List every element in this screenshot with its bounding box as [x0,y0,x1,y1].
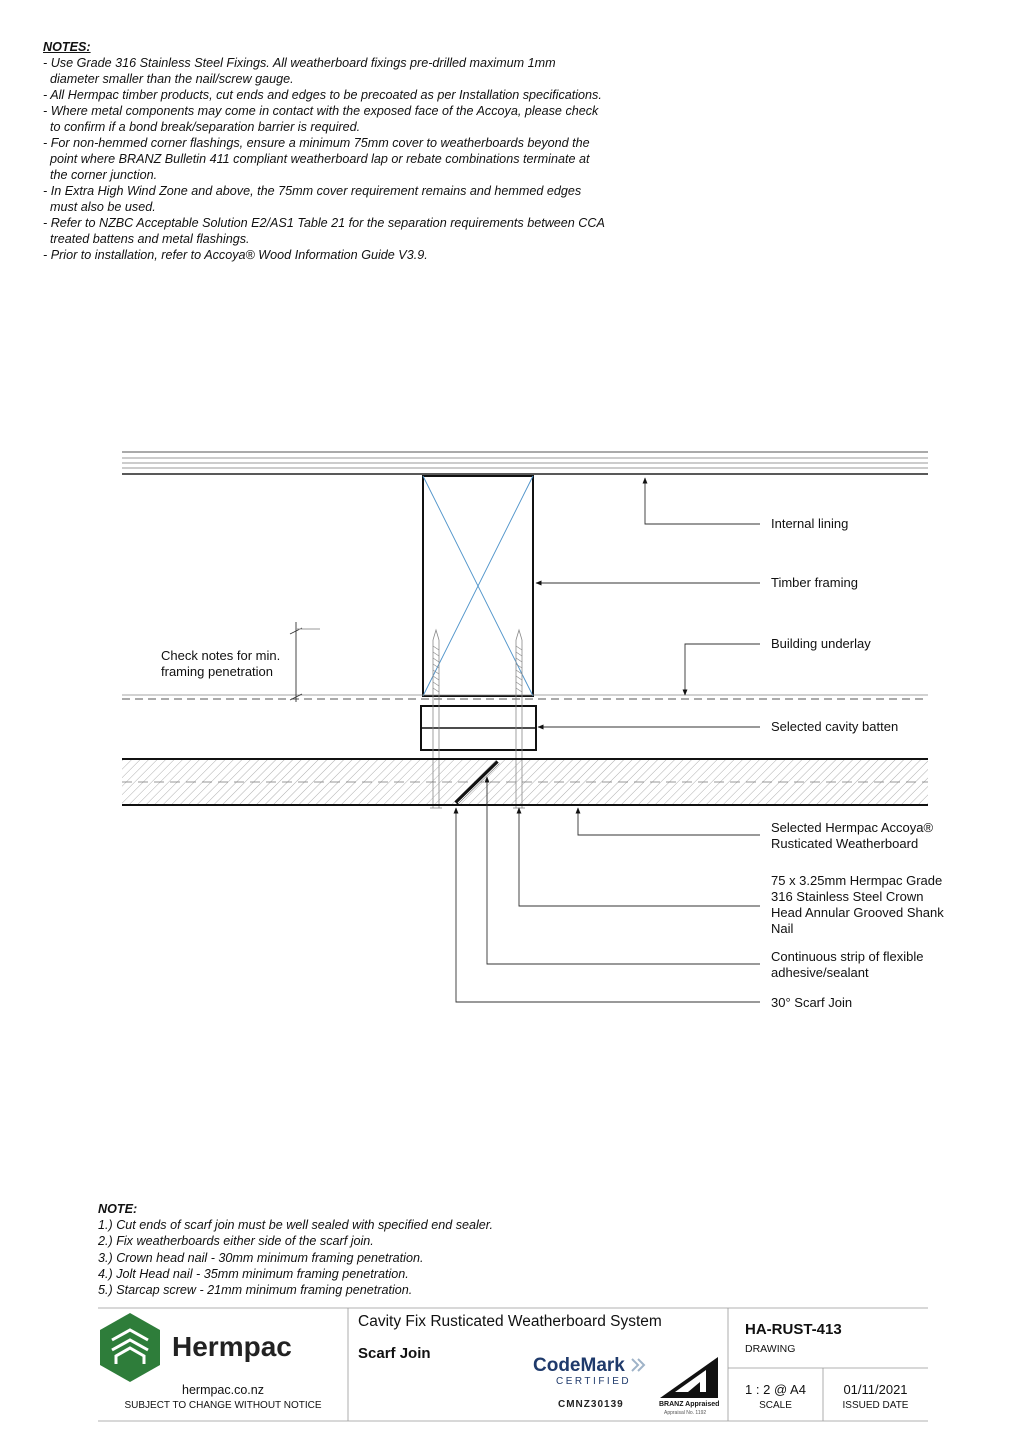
note-line: - Refer to NZBC Acceptable Solution E2/AS1 Table 21 for the separation requirements between CCA [43,216,605,230]
notes-heading: NOTES: [43,40,91,54]
label-line: Selected Hermpac Accoya® [771,820,934,835]
system-title: Cavity Fix Rusticated Weatherboard System [358,1313,662,1330]
note-line: 1.) Cut ends of scarf join must be well sealed with specified end sealer. [98,1218,494,1233]
branz-appraisal-number: Appraisal No. 1192 [664,1410,707,1416]
label-line: Check notes for min. [161,648,281,663]
label-nail [771,873,944,937]
note-line: - Use Grade 316 Stainless Steel Fixings. All weatherboard fixings pre-drilled maximum 1mm [43,56,556,70]
note-line: to confirm if a bond break/separation barrier is required. [43,120,361,134]
label-check-notes [161,648,280,680]
brand-name: Hermpac [172,1331,292,1362]
note-line: diameter smaller than the nail/screw gauge. [43,72,294,86]
label-internal-lining: Internal lining [771,516,849,531]
website: hermpac.co.nz [182,1383,264,1397]
label-line: Head Annular Grooved Shank [771,905,944,920]
note-line: 5.) Starcap screw - 21mm minimum framing penetration. [98,1283,413,1298]
label-line: Rusticated Weatherboard [771,836,919,851]
issued-date-value: 01/11/2021 [843,1382,908,1397]
label-adhesive [771,949,923,981]
label-building-underlay: Building underlay [771,636,871,651]
label-line: framing penetration [161,664,274,679]
cavity-batten [421,706,536,750]
note-line: 3.) Crown head nail - 30mm minimum framing penetration. [98,1250,424,1265]
timber-framing-stud [423,476,533,696]
note-line: - Prior to installation, refer to Accoya® Wood Information Guide V3.9. [43,248,428,262]
codemark-chevron-icon [632,1359,644,1371]
label-cavity-batten: Selected cavity batten [771,719,899,734]
label-line: Nail [771,921,794,936]
label-timber-framing: Timber framing [771,575,858,590]
note-line: point where BRANZ Bulletin 411 compliant weatherboard lap or rebate combinations terminate at [43,152,590,166]
label-line: Continuous strip of flexible [771,949,924,964]
scarf-notes [98,1201,718,1298]
codemark-certified: CERTIFIED [556,1376,632,1387]
label-line: 75 x 3.25mm Hermpac Grade [771,873,943,888]
detail-title: Scarf Join [358,1345,431,1362]
codemark-number: CMNZ30139 [558,1399,624,1410]
note-line: the corner junction. [43,168,158,182]
drawing-label: DRAWING [745,1343,796,1355]
note-line: 4.) Jolt Head nail - 35mm minimum framing penetration. [98,1266,409,1281]
hermpac-logo-icon [100,1313,160,1382]
label-weatherboard [771,820,933,852]
note-line: - All Hermpac timber products, cut ends and edges to be precoated as per Installation specifications. [43,88,602,102]
weatherboard [122,759,928,805]
internal-lining [122,452,928,474]
disclaimer: SUBJECT TO CHANGE WITHOUT NOTICE [124,1400,322,1411]
branz-logo-icon [660,1357,718,1398]
drawing-number: HA-RUST-413 [745,1321,842,1338]
label-line: adhesive/sealant [771,965,869,980]
scale-value: 1 : 2 @ A4 [745,1382,806,1397]
issued-date-label: ISSUED DATE [842,1400,909,1411]
codemark-logo: CodeMark [533,1355,625,1376]
scale-label: SCALE [759,1400,792,1411]
label-scarf-join: 30° Scarf Join [771,995,853,1010]
note-line: must also be used. [43,200,156,214]
note-line: treated battens and metal flashings. [43,232,250,246]
notes-heading: NOTE: [98,1202,138,1216]
note-line: - Where metal components may come in contact with the exposed face of the Accoya, please check [43,104,599,118]
note-line: - In Extra High Wind Zone and above, the 75mm cover requirement remains and hemmed edges [43,184,582,198]
note-line: - For non-hemmed corner flashings, ensure a minimum 75mm cover to weatherboards beyond the [43,136,590,150]
penetration-dimension [290,622,320,702]
label-line: 316 Stainless Steel Crown [771,889,924,904]
note-line: 2.) Fix weatherboards either side of the scarf join. [98,1234,374,1249]
branz-appraised: BRANZ Appraised [659,1401,720,1408]
